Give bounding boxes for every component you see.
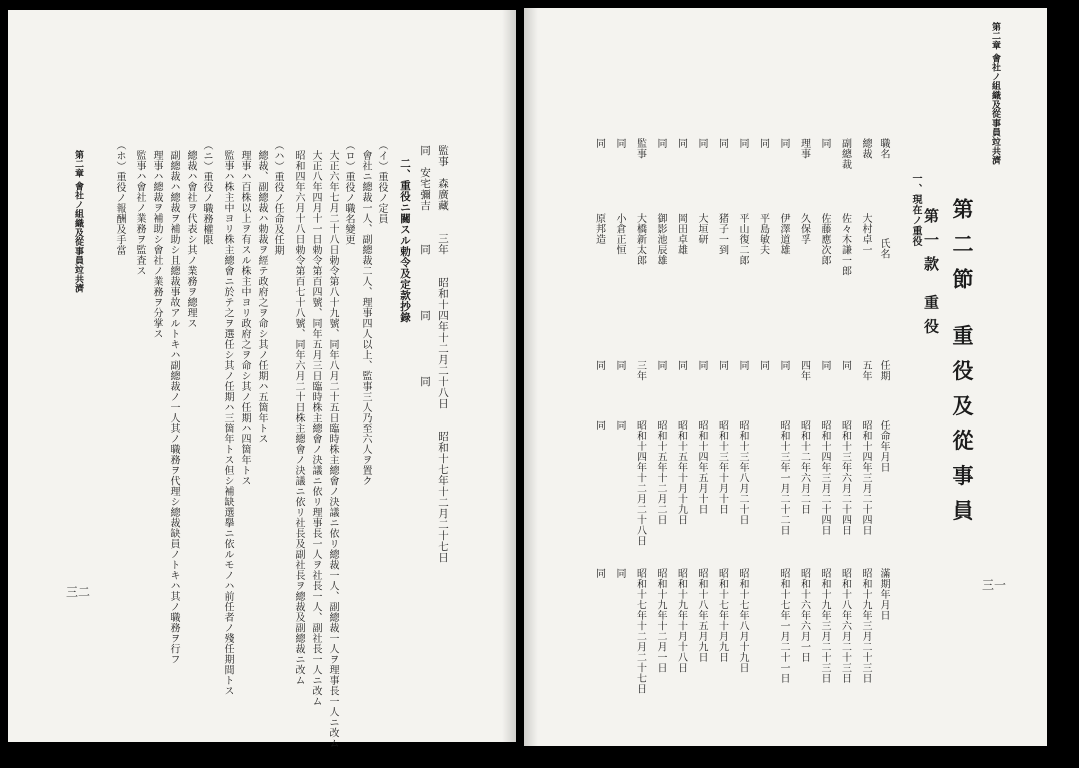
- cell-appointed: 昭和十四年五月十日: [696, 420, 707, 515]
- cell-term: 同: [839, 360, 851, 371]
- cell-name: 佐藤應次郎: [819, 213, 830, 266]
- cell-term: 同: [593, 360, 605, 371]
- cell-term: 同: [716, 360, 728, 371]
- paragraph: 副總裁ハ總裁ヲ補助シ且總裁事故アルトキハ副總裁ノ一人其ノ職務ヲ代理シ總裁缺員ノトキハ其ノ職務ヲ行フ: [168, 150, 179, 665]
- cell-expiry: 昭和十七年十二月二十七日: [634, 568, 646, 694]
- page-number: 三一: [982, 578, 1007, 592]
- header-expiry: 滿期年月日: [878, 568, 889, 621]
- cell-appointed: 昭和十五年十二月二日: [655, 420, 666, 525]
- cell-appointed: 昭和十二年六月二日: [798, 420, 810, 515]
- paragraph: （ニ）重役ノ職務權限: [201, 140, 212, 245]
- table-row: [418, 145, 433, 387]
- cell-title: 同: [419, 145, 431, 156]
- cell-term: 同: [655, 360, 666, 371]
- cell-term: 同: [696, 360, 707, 371]
- paragraph: 理事ハ總裁ヲ補助シ會社ノ業務ヲ分掌ス: [151, 150, 162, 339]
- cell-expiry: 昭和十九年十二月一日: [655, 568, 666, 673]
- cell-expiry: 同: [419, 376, 431, 387]
- cell-term: 四年: [798, 360, 810, 381]
- header-appointed: 任命年月日: [878, 420, 889, 473]
- paragraph: （イ）重役ノ定員: [376, 140, 387, 224]
- cell-title: 副總裁: [839, 138, 851, 170]
- cell-name: 原邦造: [593, 213, 605, 245]
- cell-title: 總裁: [860, 138, 871, 159]
- page-fold-shadow: [524, 8, 538, 746]
- paragraph: 理事ハ百株以上ヲ有スル株主中ヨリ政府之ヲ命シ其ノ任期ハ四箇年トス: [239, 150, 250, 486]
- cell-name: 猪子一到: [716, 213, 728, 255]
- cell-title: 同: [819, 138, 830, 149]
- cell-title: 同: [675, 138, 687, 149]
- cell-term: 五年: [860, 360, 871, 381]
- cell-title: 同: [757, 138, 769, 149]
- page-number: 三二: [66, 585, 91, 599]
- cell-name: 平島敏夫: [757, 213, 769, 255]
- paragraph: 會社ニ總裁一人、副總裁二人、理事四人以上、監事三人乃至六人ヲ置ク: [360, 150, 371, 486]
- cell-title: 同: [737, 138, 748, 149]
- cell-name: 森廣藏: [437, 178, 449, 211]
- cell-term: 三年: [437, 233, 449, 255]
- cell-title: 同: [696, 138, 707, 149]
- right-page: [524, 8, 1047, 746]
- running-header: 第二章 會社ノ組織及從事員竝共濟: [990, 22, 1000, 165]
- cell-name: 佐々木謙一郎: [839, 213, 851, 276]
- cell-appointed: 昭和十四年十二月二十八日: [437, 277, 449, 409]
- section-title: 第二節 重役及從事員: [950, 198, 975, 535]
- cell-appointed: 昭和十四年十二月二十八日: [634, 420, 646, 546]
- cell-appointed: 昭和十五年十月十九日: [675, 420, 687, 525]
- cell-term: 同: [675, 360, 687, 371]
- paragraph: （ホ）重役ノ報酬及手當: [114, 140, 125, 256]
- cell-expiry: 昭和十七年十月九日: [716, 568, 728, 663]
- page-fold-shadow: [502, 10, 516, 742]
- cell-title: 同: [716, 138, 728, 149]
- cell-expiry: 同: [593, 568, 605, 579]
- cell-title: 同: [614, 138, 625, 149]
- paragraph: 監事ハ會社ノ業務ヲ監査ス: [134, 150, 145, 276]
- cell-name: 大村卓一: [860, 213, 871, 255]
- paragraph: 總裁ハ會社ヲ代表シ其ノ業務ヲ總理ス: [185, 150, 196, 329]
- cell-appointed: 同: [614, 420, 625, 431]
- cell-expiry: 昭和十九年三月二十三日: [860, 568, 871, 684]
- header-name: 氏名: [878, 238, 889, 259]
- cell-title: 監事: [634, 138, 646, 159]
- table-row: [436, 145, 451, 563]
- cell-term: 同: [737, 360, 748, 371]
- cell-expiry: 同: [614, 568, 625, 579]
- cell-expiry: 昭和十八年五月九日: [696, 568, 707, 663]
- paragraph: 昭和四年六月十八日勅令第百七十八號、同年六月二十日株主總會ノ決議ニ依リ社長及副社長ヲ總裁及副總裁ニ改ム: [293, 150, 304, 686]
- cell-name: 安宅彌吉: [419, 167, 431, 211]
- cell-name: 大垣研: [696, 213, 707, 245]
- header-title: 職名: [878, 138, 889, 159]
- cell-expiry: 昭和十七年十二月二十七日: [437, 431, 449, 563]
- cell-expiry: 昭和十九年十月十八日: [675, 568, 687, 673]
- cell-appointed: 昭和十三年六月二十四日: [839, 420, 851, 536]
- cell-expiry: 昭和十八年六月二十三日: [839, 568, 851, 684]
- section-heading: 二、重役ニ關スル勅令及定款抄錄: [399, 158, 411, 323]
- paragraph: （ハ）重役ノ任命及任期: [272, 140, 283, 256]
- cell-term: 同: [819, 360, 830, 371]
- cell-name: 久保孚: [798, 213, 810, 245]
- cell-term: 同: [614, 360, 625, 371]
- cell-appointed: 昭和十三年一月二十二日: [778, 420, 789, 536]
- header-term: 任期: [878, 360, 889, 381]
- cell-appointed: 昭和十四年三月二十四日: [819, 420, 830, 536]
- cell-title: 理事: [798, 138, 810, 159]
- running-footer: 第二章 會社ノ組織及從事員竝共濟: [73, 150, 83, 293]
- cell-name: 小倉正恒: [614, 213, 625, 255]
- cell-appointed: 昭和十三年八月二十日: [737, 420, 748, 525]
- cell-expiry: 昭和十六年六月一日: [798, 568, 810, 663]
- cell-title: 同: [593, 138, 605, 149]
- cell-term: 同: [778, 360, 789, 371]
- cell-name: 岡田卓雄: [675, 213, 687, 255]
- cell-expiry: 昭和十九年三月二十三日: [819, 568, 830, 684]
- cell-name: 平山復二郎: [737, 213, 748, 266]
- cell-expiry: 昭和十七年八月十九日: [737, 568, 748, 673]
- cell-name: 伊澤道雄: [778, 213, 789, 255]
- paragraph: 監事ハ株主中ヨリ株主總會ニ於テ之ヲ選任シ其ノ任期ハ三箇年トス但シ補缺選擧ニ依ルモノハ前任者ノ殘任期間トス: [222, 150, 233, 696]
- cell-term: 同: [419, 244, 431, 255]
- subsection-title: 第一款 重役: [922, 208, 940, 343]
- cell-expiry: 昭和十七年一月二十一日: [778, 568, 789, 684]
- cell-appointed: 同: [419, 310, 431, 321]
- paragraph: 大正八年四月十一日勅令第百四號、同年五月三日臨時株主總會ノ決議ニ依リ理事長一人ヲ社長一人、副社長一人ニ改ム: [310, 150, 321, 707]
- cell-appointed: 同: [593, 420, 605, 431]
- cell-name: 御影池辰雄: [655, 213, 666, 266]
- cell-name: 大橋新太郎: [634, 213, 646, 266]
- paragraph: （ロ）重役ノ職名變更: [343, 140, 354, 245]
- cell-term: 同: [757, 360, 769, 371]
- cell-appointed: 昭和十四年三月二十四日: [860, 420, 871, 536]
- cell-term: 三年: [634, 360, 646, 381]
- cell-title: 監事: [437, 145, 449, 167]
- left-page: [8, 10, 516, 749]
- cell-appointed: 昭和十三年十月十日: [716, 420, 728, 515]
- item-title: 一、現在ノ重役: [910, 173, 921, 247]
- paragraph: 總裁、副總裁ハ勅裁ヲ經テ政府之ヲ命シ其ノ任期ハ五箇年トス: [256, 150, 267, 444]
- paragraph: 大正六年七月二十八日勅令第八十九號、同年八月二十五日臨時株主總會ノ決議ニ依リ總裁一人、副總裁一人ヲ理事長一人ニ改ム: [327, 150, 338, 749]
- cell-title: 同: [778, 138, 789, 149]
- cell-title: 同: [655, 138, 666, 149]
